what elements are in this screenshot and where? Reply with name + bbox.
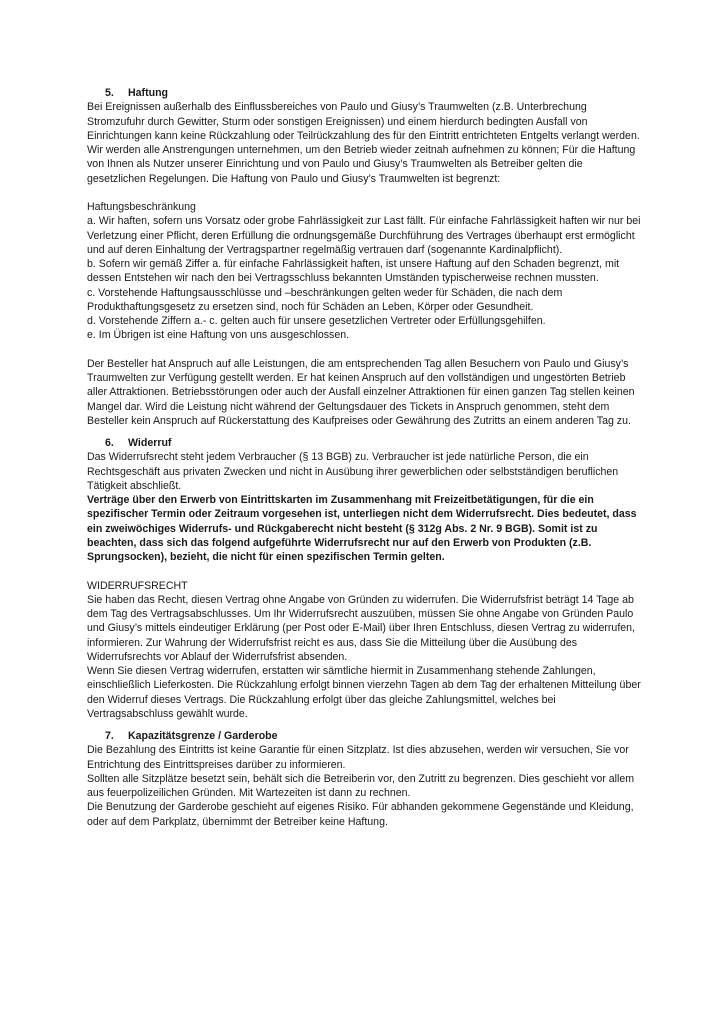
- widerrufsrecht-text: Sie haben das Recht, diesen Vertrag ohne Angabe von Gründen zu widerrufen. Die Widerrufsfrist beträgt 14 Tage ab dem Tag des Vertragsabschlusses. Um Ihr Widerrufsrecht auszuüben, müssen Sie ohne Angabe von Gründen Paulo und Giusy’s mittels eindeutiger Erklärung (per Post oder E-Mail) über Ihren Entschluss, diesen Vertrag zu widerrufen, informieren. Zur Wahrung der Widerrufsfrist reicht es aus, dass Sie die Mitteilung über die Ausübung des Widerrufsrechts vor Ablauf der Widerrufsfrist absenden.: [87, 593, 635, 663]
- kapazitaet-paragraph-2: Sollten alle Sitzplätze besetzt sein, behält sich die Betreiberin vor, den Zutritt zu begrenzen. Dies geschieht vor allem aus feuerpolizeilichen Gründen. Mit Wartezeiten ist dann zu rechnen.: [87, 772, 635, 799]
- widerrufsrecht-heading: WIDERRUFSRECHT: [87, 579, 188, 592]
- haftung-item-b: b. Sofern wir gemäß Ziffer a. für einfache Fahrlässigkeit haften, ist unsere Haftung auf den Schaden begrenzt, mit dessen Entstehen wir nach den bei Vertragsschluss bekannten Umständen typischerweise rechnen mussten.: [87, 258, 620, 285]
- section-title: Widerruf: [128, 437, 172, 449]
- section-title: Haftung: [128, 87, 169, 99]
- section-number: 5.: [105, 87, 114, 99]
- section-title: Kapazitätsgrenze / Garderobe: [128, 730, 278, 742]
- widerruf-bold-notice: Verträge über den Erwerb von Eintrittskarten im Zusammenhang mit Freizeitbetätigungen, für die ein spezifischer Termin oder Zeitraum vorgesehen ist, unterliegen nicht dem Widerrufsrecht. Dies bedeutet, dass ein zweiwöchiges Widerrufs- und Rückgaberecht nicht besteht (§ 312g Abs. 2 Nr. 9 BGB). Somit ist zu beachten, dass sich das folgend aufgeführte Widerrufsrecht nur auf den Erwerb von Produkten (z.B. Sprungsocken), bezieht, die nicht für einen spezifischen Termin gelten.: [87, 494, 637, 563]
- besteller-anspruch-paragraph: Der Besteller hat Anspruch auf alle Leistungen, die am entsprechenden Tag allen Besuchern von Paulo und Giusy’s Traumwelten zur Verfügung gestellt werden. Er hat keinen Anspruch auf den vollständigen und ungestörten Betrieb aller Attraktionen. Betriebsstörungen oder auch der Ausfall einzelner Attraktionen für einen ganzen Tag stellen keinen Mangel dar. Wird die Leistung nicht während der Geltungsdauer des Tickets in Anspruch genommen, steht dem Besteller kein Anspruch auf Rückerstattung des Kaufpreises oder Gewährung des Zutritts an einem anderen Tag zu.: [87, 357, 635, 427]
- haftung-item-e: e. Im Übrigen ist eine Haftung von uns ausgeschlossen.: [87, 329, 350, 342]
- section-heading-kapazitaet: [87, 729, 643, 743]
- haftung-item-c: c. Vorstehende Haftungsausschlüsse und –beschränkungen gelten weder für Schäden, die nach dem Produkthaftungsgesetz zu ersetzen sind, noch für Schäden an Leben, Körper oder Gesundheit.: [87, 286, 563, 313]
- rueckzahlung-text: Wenn Sie diesen Vertrag widerrufen, erstatten wir sämtliche hiermit in Zusammenhang stehende Zahlungen, einschließlich Lieferkosten. Die Rückzahlung erfolgt binnen vierzehn Tagen ab dem Tag der erhaltenen Mitteilung über den Widerruf dieses Vertrags. Die Rückzahlung erfolgt über das gleiche Zahlungsmittel, welches bei Vertragsabschluss gewählt wurde.: [87, 665, 641, 720]
- section-heading-widerruf: [87, 436, 643, 450]
- widerruf-intro: Das Widerrufsrecht steht jedem Verbraucher (§ 13 BGB) zu. Verbraucher ist jede natürliche Person, die ein Rechtsgeschäft aus privaten Zwecken und nicht in Ausübung ihrer gewerblichen oder selbstständigen beruflichen Tätigkeit abschließt.: [87, 451, 619, 492]
- haftung-item-a: a. Wir haften, sofern uns Vorsatz oder grobe Fahrlässigkeit zur Last fällt. Für einfache Fahrlässigkeit haften wir nur bei Verletzung einer Pflicht, deren Erfüllung die ordnungsgemäße Durchführung des Vertrages überhaupt erst ermöglicht und auf deren Einhaltung der Vertragspartner regelmäßig vertrauen darf (sogenannte Kardinalpflicht).: [87, 215, 641, 256]
- kapazitaet-paragraph-1: Die Bezahlung des Eintritts ist keine Garantie für einen Sitzplatz. Ist dies abzusehen, werden wir versuchen, Sie vor Entrichtung des Eintrittspreises darüber zu informieren.: [87, 744, 629, 771]
- section-heading-haftung: [87, 86, 643, 100]
- section-number: 6.: [105, 437, 114, 449]
- haftungsbeschraenkung-heading: Haftungsbeschränkung: [87, 201, 196, 213]
- haftung-intro: Bei Ereignissen außerhalb des Einflussbereiches von Paulo und Giusy’s Traumwelten (z.B. Unterbrechung Stromzufuhr durch Gewitter, Sturm oder sonstigen Ereignissen) und einem hierdurch bedingten Ausfall von Einrichtungen kann keine Rückzahlung oder Teilrückzahlung des für den Eintritt entrichteten Entgelts verlangt werden. Wir werden alle Anstrengungen unternehmen, um den Betrieb wieder zeitnah aufnehmen zu können; Für die Haftung von Ihnen als Nutzer unserer Einrichtung und von Paulo und Giusy’s Traumwelten als Betreiber gelten die gesetzlichen Regelungen. Die Haftung von Paulo und Giusy’s Traumwelten ist begrenzt:: [87, 101, 640, 185]
- document-page: [87, 86, 643, 829]
- section-number: 7.: [105, 730, 114, 742]
- garderobe-paragraph: Die Benutzung der Garderobe geschieht auf eigenes Risiko. Für abhanden gekommene Gegenstände und Kleidung, oder auf dem Parkplatz, übernimmt der Betreiber keine Haftung.: [87, 801, 634, 828]
- haftung-item-d: d. Vorstehende Ziffern a.- c. gelten auch für unsere gesetzlichen Vertreter oder Erfüllungsgehilfen.: [87, 315, 546, 327]
